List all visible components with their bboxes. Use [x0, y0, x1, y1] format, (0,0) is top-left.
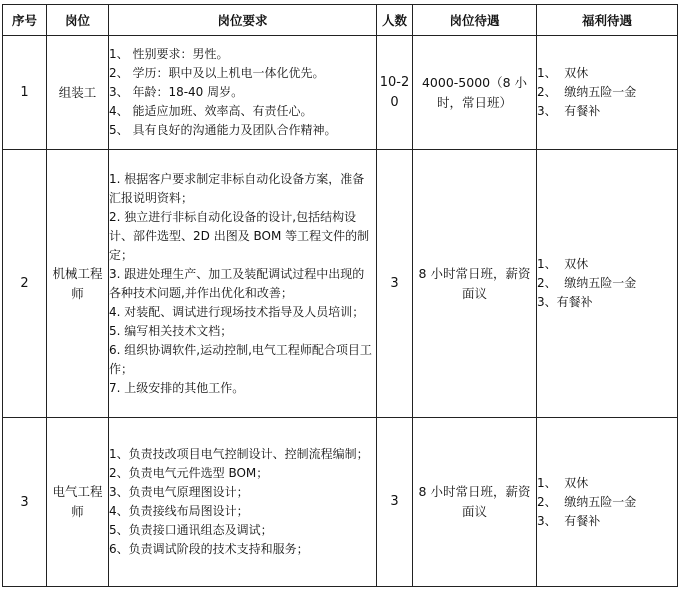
requirement-item: 4. 对装配、调试进行现场技术指导及人员培训；	[109, 304, 365, 319]
table-row	[3, 150, 678, 418]
headcount: 3	[377, 418, 413, 587]
requirements-cell	[109, 36, 377, 150]
header-count: 人数	[377, 5, 413, 36]
position-name: 电气工程师	[47, 418, 109, 587]
requirement-item: 1、负责技改项目电气控制设计、控制流程编制；	[109, 447, 369, 461]
pay-info: 8 小时常日班，薪资面议	[413, 418, 537, 587]
requirement-item: 7. 上级安排的其他工作。	[109, 380, 245, 395]
header-requirements: 岗位要求	[109, 5, 377, 36]
requirement-item: 6. 组织协调软件,运动控制,电气工程师配合项目工作；	[109, 342, 372, 376]
table-row	[3, 418, 678, 587]
benefit-item: 3、有餐补	[537, 295, 593, 309]
row-number: 2	[3, 150, 47, 418]
benefit-item: 3、 有餐补	[537, 513, 601, 528]
header-position: 岗位	[47, 5, 109, 36]
pay-info: 8 小时常日班，薪资面议	[413, 150, 537, 418]
benefits-cell	[537, 36, 678, 150]
benefit-item: 2、 缴纳五险一金	[537, 494, 637, 509]
header-pay: 岗位待遇	[413, 5, 537, 36]
header-row	[3, 5, 678, 36]
benefit-item: 1、 双休	[537, 66, 589, 80]
benefit-item: 2、 缴纳五险一金	[537, 85, 637, 99]
requirements-cell	[109, 418, 377, 587]
requirement-item: 6、负责调试阶段的技术支持和服务；	[109, 542, 309, 556]
requirement-item: 3、 年龄：18-40 周岁。	[109, 85, 244, 99]
requirement-item: 5. 编写相关技术文档；	[109, 323, 233, 338]
header-number: 序号	[3, 5, 47, 36]
requirement-item: 1. 根据客户要求制定非标自动化设备方案，准备汇报说明资料；	[109, 171, 365, 205]
requirement-item: 4、负责接线布局图设计；	[109, 504, 249, 518]
position-name: 机械工程师	[47, 150, 109, 418]
benefit-item: 1、 双休	[537, 475, 589, 490]
requirement-item: 2、负责电气元件选型 BOM；	[109, 466, 269, 480]
requirement-item: 3. 跟进处理生产、加工及装配调试过程中出现的各种技术问题,并作出优化和改善；	[109, 266, 365, 300]
benefit-item: 3、 有餐补	[537, 104, 601, 118]
requirements-cell	[109, 150, 377, 418]
requirement-item: 1、 性别要求：男性。	[109, 47, 229, 61]
job-table	[2, 4, 678, 587]
position-name: 组装工	[47, 36, 109, 150]
requirement-item: 2. 独立进行非标自动化设备的设计,包括结构设计、部件选型、2D 出图及 BOM 等工程文件的制定；	[109, 209, 370, 262]
benefits-cell	[537, 150, 678, 418]
benefits-cell	[537, 418, 678, 587]
benefit-item: 1、 双休	[537, 257, 589, 271]
benefit-item: 2、 缴纳五险一金	[537, 276, 637, 290]
row-number: 3	[3, 418, 47, 587]
requirement-item: 4、 能适应加班、效率高、有责任心。	[109, 104, 313, 118]
requirement-item: 5、 具有良好的沟通能力及团队合作精神。	[109, 123, 337, 137]
headcount: 10-20	[377, 36, 413, 150]
requirement-item: 5、负责接口通讯组态及调试；	[109, 523, 273, 537]
pay-info: 4000-5000（8 小时，常日班）	[413, 36, 537, 150]
headcount: 3	[377, 150, 413, 418]
requirement-item: 3、负责电气原理图设计；	[109, 485, 249, 499]
header-benefits: 福利待遇	[537, 5, 678, 36]
requirement-item: 2、 学历：职中及以上机电一体化优先。	[109, 66, 325, 80]
row-number: 1	[3, 36, 47, 150]
table-row	[3, 36, 678, 150]
